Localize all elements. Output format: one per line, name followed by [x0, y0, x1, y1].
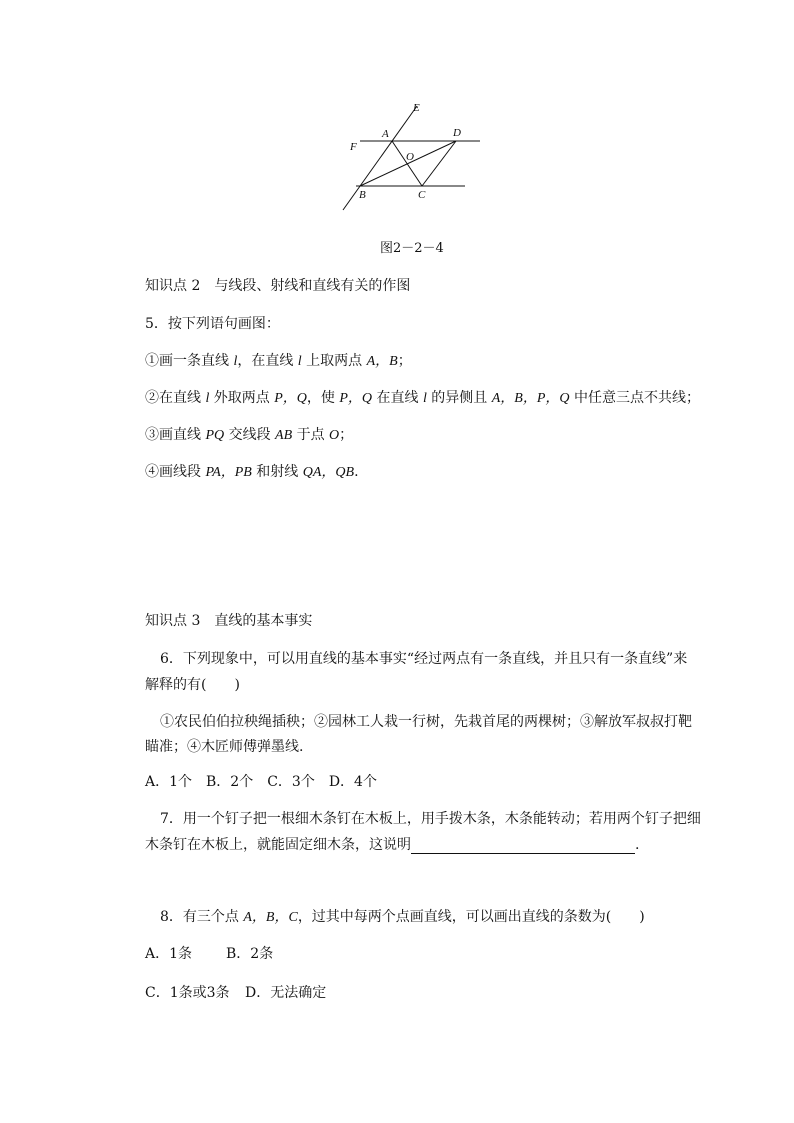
text: ，过其中每两个点画直线，可以画出直线的条数为( ) — [297, 909, 645, 925]
segments: PA，PB — [205, 465, 252, 480]
text: 8．有三个点 — [160, 909, 244, 925]
text: 中任意三点不共线； — [569, 390, 700, 406]
label-c: C — [418, 189, 426, 201]
text: ，使 — [306, 390, 340, 406]
points: P，Q — [274, 391, 307, 406]
question-5-step-1 — [145, 350, 412, 370]
question-5-stem: 5．按下列语句画图： — [145, 316, 280, 332]
text: ，在直线 — [237, 353, 298, 369]
label-d: D — [453, 127, 461, 139]
question-6-line-2: 解释的有( ) — [145, 677, 240, 693]
question-7-line-2 — [145, 834, 639, 854]
text: 外取两点 — [209, 390, 275, 406]
text: ； — [339, 427, 354, 443]
segment-dc — [422, 141, 456, 186]
var-l: l — [422, 391, 427, 406]
question-6-line-1: 6．下列现象中，可以用直线的基本事实“经过两点有一条直线，并且只有一条直线”来 — [160, 651, 688, 667]
var-l: l — [205, 391, 210, 406]
text: ①画一条直线 — [145, 353, 234, 369]
answer-blank[interactable] — [411, 839, 635, 854]
var-l: l — [297, 354, 302, 369]
text: ； — [397, 353, 412, 369]
label-f: F — [350, 141, 357, 153]
text: 木条钉在木板上，就能固定细木条，这说明 — [145, 837, 411, 853]
points: A，B，P，Q — [491, 391, 570, 406]
section-3-heading: 知识点 3 直线的基本事实 — [145, 613, 313, 629]
question-8-option-b: B．2条 — [226, 946, 274, 962]
points: P，Q — [339, 391, 373, 406]
text: 在直线 — [372, 390, 423, 406]
label-b: B — [359, 189, 366, 201]
segment-ab: AB — [275, 428, 293, 443]
label-e: E — [413, 102, 420, 114]
question-6-line-3: ①农民伯伯拉秧绳插秧；②园林工人栽一行树，先栽首尾的两棵树；③解放军叔叔打靶 — [160, 714, 692, 730]
section-2-heading: 知识点 2 与线段、射线和直线有关的作图 — [145, 278, 411, 294]
label-a: A — [382, 128, 389, 140]
text: ②在直线 — [145, 390, 206, 406]
question-7-line-1: 7．用一个钉子把一根细木条钉在木板上，用手拨木条，木条能转动；若用两个钉子把细 — [160, 811, 701, 827]
point-o: O — [329, 428, 340, 443]
question-5-step-3 — [145, 424, 353, 444]
rays: QA，QB — [302, 465, 355, 480]
figure-caption: 图2－2－4 — [380, 241, 444, 256]
text: ④画线段 — [145, 464, 206, 480]
text: 交线段 — [224, 427, 276, 443]
points: A，B，C — [243, 910, 298, 925]
text: 于点 — [292, 427, 330, 443]
text: . — [354, 464, 359, 480]
text: 和射线 — [251, 464, 303, 480]
text: 上取两点 — [301, 353, 367, 369]
line-pq: PQ — [205, 428, 225, 443]
question-5-step-2 — [145, 387, 700, 407]
text: 的异侧且 — [426, 390, 492, 406]
points: A，B — [366, 354, 398, 369]
geometry-figure — [330, 96, 490, 216]
question-8-option-a: A．1条 — [145, 946, 193, 962]
question-5-step-4 — [145, 461, 359, 481]
label-o: O — [406, 151, 414, 163]
question-6-line-4: 瞄准；④木匠师傅弹墨线. — [145, 739, 304, 755]
question-8-option-c: C．1条或3条 — [145, 985, 230, 1001]
segment-bd — [360, 141, 456, 186]
question-8-option-d: D．无法确定 — [245, 985, 327, 1001]
var-l: l — [233, 354, 238, 369]
text: . — [635, 837, 640, 853]
question-6-options: A．1个 B．2个 C．3个 D．4个 — [145, 774, 377, 790]
text: ③画直线 — [145, 427, 206, 443]
question-8-stem — [160, 906, 645, 926]
